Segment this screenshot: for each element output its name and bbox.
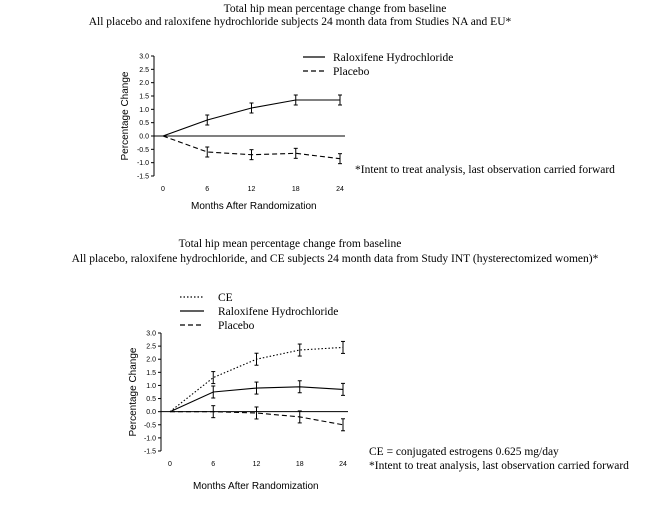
x-tick-label: 24 [339, 461, 347, 468]
y-tick-label: 2.0 [139, 80, 149, 88]
x-tick-label: 0 [168, 461, 172, 468]
chart2-note-ce: CE = conjugated estrogens 0.625 mg/day [369, 446, 559, 458]
x-tick-label: 24 [336, 186, 344, 193]
chart1-note: *Intent to treat analysis, last observation carried forward [355, 164, 615, 176]
y-tick-label: 0.5 [146, 396, 156, 404]
y-axis-label: Percentage Change [120, 71, 131, 161]
y-tick-label: 2.0 [146, 356, 156, 364]
y-tick-label: -1.5 [136, 173, 149, 181]
chart-2 [128, 292, 348, 468]
chart1-xlabel: Months After Randomization [191, 201, 317, 212]
legend-label: Placebo [218, 320, 255, 332]
x-tick-label: 18 [291, 186, 300, 193]
chart2-xlabel: Months After Randomization [193, 481, 319, 492]
chart-1 [120, 52, 453, 193]
y-tick-label: 0.0 [146, 409, 156, 417]
y-tick-label: 1.5 [146, 369, 156, 377]
legend-label: Raloxifene Hydrochloride [218, 306, 339, 318]
x-tick-label: 18 [295, 461, 304, 468]
x-tick-label: 6 [205, 186, 210, 193]
y-tick-label: -1.0 [136, 160, 149, 168]
legend-label: CE [218, 292, 233, 304]
x-tick-label: 12 [247, 186, 256, 193]
y-tick-label: 3.0 [146, 330, 156, 338]
chart1-title: Total hip mean percentage change from baseline [223, 3, 447, 15]
y-tick-label: 0.5 [139, 120, 149, 128]
y-tick-label: 3.0 [139, 53, 149, 61]
chart2-subtitle: All placebo, raloxifene hydrochloride, and CE subjects 24 month data from Study INT (hysterectomized women)* [71, 253, 599, 265]
x-tick-label: 6 [211, 461, 216, 468]
legend-label: Placebo [333, 66, 370, 78]
y-tick-label: -1.5 [143, 448, 156, 456]
y-tick-label: -1.0 [143, 435, 156, 443]
y-tick-label: 1.5 [139, 93, 149, 101]
chart2-note-itt: *Intent to treat analysis, last observation carried forward [369, 460, 629, 472]
y-tick-label: -0.5 [136, 146, 149, 154]
legend [180, 292, 338, 332]
y-tick-label: 2.5 [146, 343, 156, 351]
y-tick-label: 2.5 [139, 66, 149, 74]
x-tick-label: 0 [161, 186, 165, 193]
x-tick-label: 12 [252, 461, 261, 468]
legend [303, 52, 453, 78]
y-tick-label: 1.0 [146, 382, 156, 390]
chart1-subtitle: All placebo and raloxifene hydrochloride subjects 24 month data from Studies NA and EU* [88, 16, 512, 28]
y-tick-label: -0.5 [143, 422, 156, 430]
y-axis-label: Percentage Change [128, 347, 139, 437]
legend-label: Raloxifene Hydrochloride [333, 52, 454, 64]
chart2-title: Total hip mean percentage change from baseline [178, 238, 402, 250]
y-tick-label: 1.0 [139, 106, 149, 114]
y-tick-label: 0.0 [139, 133, 149, 141]
